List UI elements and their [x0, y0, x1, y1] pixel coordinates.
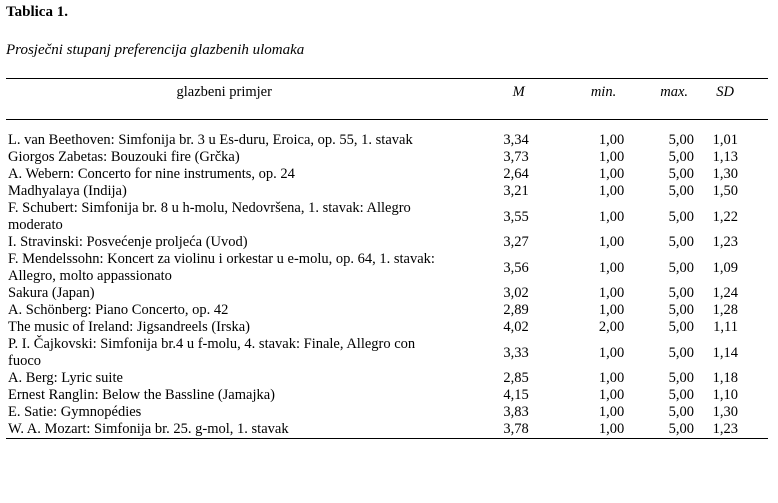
- piece-name-cell: P. I. Čajkovski: Simfonija br.4 u f-molu, 4. stavak: Finale, Allegro con fuoco: [8, 336, 416, 369]
- mean-cell: 3,78: [503, 421, 529, 437]
- sd-cell: 1,18: [712, 370, 738, 386]
- mean-cell: 3,73: [503, 149, 529, 165]
- table-row: [6, 319, 768, 336]
- table-row: [6, 200, 768, 234]
- sd-cell: 1,09: [712, 259, 738, 276]
- min-cell: 2,00: [598, 319, 625, 335]
- spacer-cell: [6, 120, 768, 133]
- mean-cell: 2,89: [503, 302, 529, 318]
- max-cell: 5,00: [668, 183, 695, 199]
- table-row: [6, 234, 768, 251]
- min-cell: 1,00: [598, 344, 625, 361]
- sd-cell: 1,14: [712, 344, 738, 361]
- mean-cell: 3,83: [503, 404, 529, 420]
- max-cell: 5,00: [668, 370, 695, 386]
- spacer-row: [6, 120, 768, 133]
- mean-cell: 3,34: [503, 132, 529, 148]
- sd-cell: 1,13: [712, 149, 738, 165]
- max-cell: 5,00: [668, 387, 695, 403]
- piece-name-cell: Madhyalaya (Indija): [8, 183, 127, 199]
- mean-cell: 3,02: [503, 285, 529, 301]
- piece-name-cell: The music of Ireland: Jigsandreels (Irska): [8, 319, 250, 335]
- min-cell: 1,00: [598, 259, 625, 276]
- table-row: [6, 166, 768, 183]
- sd-cell: 1,28: [712, 302, 738, 318]
- preferences-table-container: [6, 78, 768, 439]
- mean-cell: 4,02: [503, 319, 529, 335]
- mean-cell: 2,85: [503, 370, 529, 386]
- table-row: [6, 387, 768, 404]
- piece-name-cell: A. Webern: Concerto for nine instruments, op. 24: [8, 166, 295, 182]
- mean-cell: 2,64: [503, 166, 529, 182]
- sd-cell: 1,22: [712, 208, 738, 225]
- header-m: M: [512, 84, 525, 100]
- min-cell: 1,00: [598, 183, 625, 199]
- mean-cell: 3,55: [503, 208, 529, 225]
- header-sd: SD: [716, 84, 734, 100]
- mean-cell: 3,56: [503, 259, 529, 276]
- table-row: [6, 149, 768, 166]
- sd-cell: 1,10: [712, 387, 738, 403]
- piece-name-cell: L. van Beethoven: Simfonija br. 3 u Es-duru, Eroica, op. 55, 1. stavak: [8, 132, 413, 148]
- max-cell: 5,00: [668, 344, 695, 361]
- piece-name-cell: A. Berg: Lyric suite: [8, 370, 123, 386]
- piece-name-cell: Ernest Ranglin: Below the Bassline (Jamajka): [8, 387, 275, 403]
- table-row: [6, 285, 768, 302]
- sd-cell: 1,23: [712, 421, 738, 437]
- max-cell: 5,00: [668, 208, 695, 225]
- max-cell: 5,00: [668, 132, 695, 148]
- table-row: [6, 251, 768, 285]
- table-caption: Tablica 1.: [6, 4, 68, 20]
- piece-name-cell: E. Satie: Gymnopédies: [8, 404, 142, 420]
- min-cell: 1,00: [598, 208, 625, 225]
- min-cell: 1,00: [598, 234, 625, 250]
- sd-cell: 1,50: [712, 183, 738, 199]
- table-row: [6, 302, 768, 319]
- min-cell: 1,00: [598, 285, 625, 301]
- max-cell: 5,00: [668, 421, 695, 437]
- piece-name-cell: Giorgos Zabetas: Bouzouki fire (Grčka): [8, 149, 240, 165]
- piece-name-cell: F. Schubert: Simfonija br. 8 u h-molu, Nedovršena, 1. stavak: Allegro moderato: [8, 200, 411, 233]
- header-row: [6, 79, 768, 120]
- max-cell: 5,00: [668, 302, 695, 318]
- piece-name-cell: Sakura (Japan): [8, 285, 95, 301]
- max-cell: 5,00: [668, 149, 695, 165]
- min-cell: 1,00: [598, 302, 625, 318]
- table-row: [6, 370, 768, 387]
- header-min: min.: [590, 84, 617, 100]
- piece-name-cell: F. Mendelssohn: Koncert za violinu i orkestar u e-molu, op. 64, 1. stavak: Allegro, molto appassionato: [8, 251, 435, 284]
- min-cell: 1,00: [598, 404, 625, 420]
- table-body: [6, 120, 768, 439]
- mean-cell: 3,21: [503, 183, 529, 199]
- mean-cell: 3,27: [503, 234, 529, 250]
- sd-cell: 1,23: [712, 234, 738, 250]
- max-cell: 5,00: [668, 404, 695, 420]
- header-name: glazbeni primjer: [176, 84, 272, 100]
- piece-name-cell: W. A. Mozart: Simfonija br. 25. g-mol, 1. stavak: [8, 421, 289, 437]
- sd-cell: 1,30: [712, 404, 738, 420]
- sd-cell: 1,11: [713, 319, 738, 335]
- table-row: [6, 421, 768, 439]
- sd-cell: 1,24: [712, 285, 738, 301]
- max-cell: 5,00: [668, 259, 695, 276]
- sd-cell: 1,01: [712, 132, 738, 148]
- sd-cell: 1,30: [712, 166, 738, 182]
- table-row: [6, 183, 768, 200]
- min-cell: 1,00: [598, 370, 625, 386]
- max-cell: 5,00: [668, 285, 695, 301]
- table-header: [6, 79, 768, 120]
- piece-name-cell: A. Schönberg: Piano Concerto, op. 42: [8, 302, 229, 318]
- table-row: [6, 404, 768, 421]
- table-row: [6, 336, 768, 370]
- min-cell: 1,00: [598, 166, 625, 182]
- mean-cell: 4,15: [503, 387, 529, 403]
- min-cell: 1,00: [598, 149, 625, 165]
- preferences-table: [6, 78, 768, 439]
- min-cell: 1,00: [598, 421, 625, 437]
- min-cell: 1,00: [598, 132, 625, 148]
- min-cell: 1,00: [598, 387, 625, 403]
- max-cell: 5,00: [668, 234, 695, 250]
- piece-name-cell: I. Stravinski: Posvećenje proljeća (Uvod): [8, 234, 248, 250]
- table-subtitle: Prosječni stupanj preferencija glazbenih ulomaka: [6, 42, 305, 58]
- header-max: max.: [660, 84, 689, 100]
- max-cell: 5,00: [668, 166, 695, 182]
- mean-cell: 3,33: [503, 344, 529, 361]
- max-cell: 5,00: [668, 319, 695, 335]
- table-row: [6, 132, 768, 149]
